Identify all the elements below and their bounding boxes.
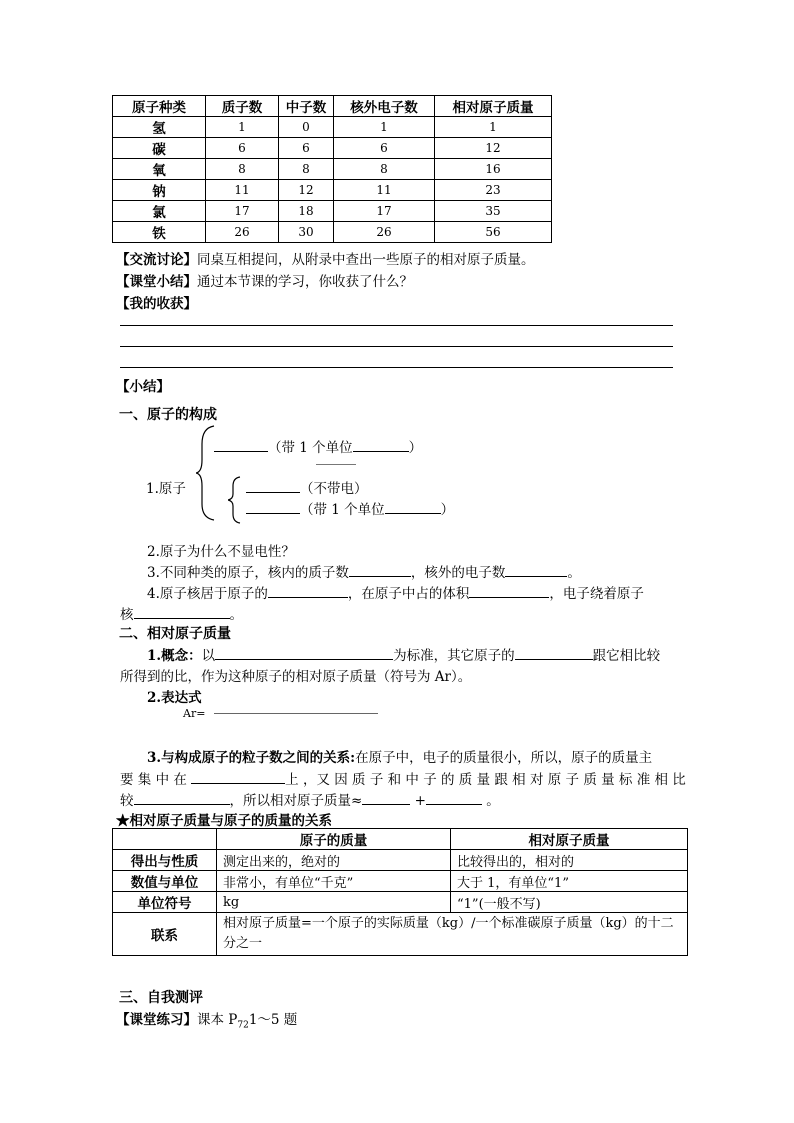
top-branch-text: （带 1 个单位 xyxy=(268,440,353,456)
table-cell: 8 xyxy=(334,159,435,180)
practice-subscript: 72 xyxy=(237,1020,249,1031)
table-cell: 氯 xyxy=(113,201,206,222)
blank-field[interactable] xyxy=(505,562,567,577)
question-4 xyxy=(147,582,644,602)
answer-line xyxy=(120,367,673,368)
q4-text: 。 xyxy=(229,607,243,623)
question-3 xyxy=(147,561,581,581)
relation-text: + xyxy=(414,793,426,809)
relation-line-3 xyxy=(120,789,500,809)
header-cell: 相对原子质量 xyxy=(435,96,552,117)
ar-label: Ar= xyxy=(183,707,206,720)
table-cell: 6 xyxy=(279,138,334,159)
top-branch-close: ） xyxy=(408,440,423,456)
table-cell: 1 xyxy=(334,117,435,138)
relation-text: ，所以相对原子质量≈ xyxy=(229,793,363,809)
question-4-cont xyxy=(120,603,243,623)
blank-field[interactable] xyxy=(515,645,593,660)
table-cell: 数值与单位 xyxy=(113,871,217,892)
header-cell: 中子数 xyxy=(279,96,334,117)
table-cell: “1”(一般不写) xyxy=(451,892,688,913)
table-cell: 26 xyxy=(334,222,435,243)
q3-text: ，核外的电子数 xyxy=(410,565,506,581)
header-cell: 相对原子质量 xyxy=(451,829,688,850)
third-branch-close: ） xyxy=(440,502,455,518)
table-row xyxy=(113,222,552,243)
table-cell: 钠 xyxy=(113,180,206,201)
table-cell: 30 xyxy=(279,222,334,243)
blank-field[interactable] xyxy=(469,583,549,598)
table-cell: 大于 1，有单位“1” xyxy=(451,871,688,892)
table-cell: 35 xyxy=(435,201,552,222)
table-cell: 相对原子质量=一个原子的实际质量（kg）/一个标准碳原子质量（kg）的十二分之一 xyxy=(217,913,688,956)
concept-text: 以 xyxy=(201,648,216,664)
q4-text: 4.原子核居于原子的 xyxy=(147,586,268,602)
discussion-tag: 【交流讨论】 xyxy=(116,252,197,268)
table-cell: 11 xyxy=(206,180,279,201)
blank-field[interactable] xyxy=(191,769,285,784)
header-cell: 原子的质量 xyxy=(217,829,451,850)
table-cell: 6 xyxy=(334,138,435,159)
relation-text: 。 xyxy=(486,793,500,809)
table-row xyxy=(113,138,552,159)
table-cell: 联系 xyxy=(113,913,217,956)
table-cell: 18 xyxy=(279,201,334,222)
table-cell: 单位符号 xyxy=(113,892,217,913)
blank-field[interactable] xyxy=(268,583,348,598)
table-cell: 铁 xyxy=(113,222,206,243)
atom-label: 1.原子 xyxy=(146,481,186,497)
q4-text: ，电子绕着原子 xyxy=(549,586,644,602)
discussion-text: 同桌互相提问，从附录中查出一些原子的相对原子质量。 xyxy=(197,252,535,268)
relation-text: 要 集 中 在 xyxy=(120,772,187,788)
practice-tag: 【课堂练习】 xyxy=(116,1012,197,1028)
header-cell: 核外电子数 xyxy=(334,96,435,117)
third-branch-line xyxy=(246,498,454,518)
q3-text: 3.不同种类的原子，核内的质子数 xyxy=(147,565,349,581)
table-cell: 12 xyxy=(435,138,552,159)
table-cell: 非常小，有单位“千克” xyxy=(217,871,451,892)
blank-field[interactable] xyxy=(246,499,300,514)
concept-line-2: 所得到的比，作为这种原子的相对原子质量（符号为 Ar）。 xyxy=(120,669,472,685)
table-cell: 11 xyxy=(334,180,435,201)
blank-field[interactable] xyxy=(426,790,482,805)
class-summary-tag: 【课堂小结】 xyxy=(116,274,197,290)
harvest-tag: 【我的收获】 xyxy=(116,296,197,312)
table-cell: kg xyxy=(217,892,451,913)
table-cell: 氢 xyxy=(113,117,206,138)
inner-brace-icon xyxy=(228,476,242,524)
blank-field[interactable] xyxy=(246,478,300,493)
section3-title: 三、自我测评 xyxy=(119,990,203,1006)
concept-text: 为标准，其它原子的 xyxy=(393,648,515,664)
class-summary-line xyxy=(116,270,413,290)
class-summary-text: 通过本节课的学习，你收获了什么？ xyxy=(197,274,413,290)
table-row xyxy=(113,201,552,222)
table-cell: 8 xyxy=(206,159,279,180)
blank-field[interactable] xyxy=(214,437,268,452)
relation-text: 在原子中，电子的质量很小，所以，原子的质量主 xyxy=(355,750,653,766)
neutral-text: （不带电） xyxy=(300,481,368,497)
table-cell: 1 xyxy=(206,117,279,138)
table-cell: 氧 xyxy=(113,159,206,180)
header-cell: 原子种类 xyxy=(113,96,206,117)
table-cell: 17 xyxy=(206,201,279,222)
table-cell: 17 xyxy=(334,201,435,222)
table-cell: 56 xyxy=(435,222,552,243)
table-cell: 碳 xyxy=(113,138,206,159)
table-cell: 12 xyxy=(279,180,334,201)
expression-tag: 2.表达式 xyxy=(147,690,202,706)
table-cell: 1 xyxy=(435,117,552,138)
section1-title: 一、原子的构成 xyxy=(119,407,217,423)
table-row xyxy=(113,117,552,138)
table-row xyxy=(113,913,688,956)
table-row xyxy=(113,871,688,892)
table-cell: 比较得出的，相对的 xyxy=(451,850,688,871)
table-cell: 8 xyxy=(279,159,334,180)
left-brace-icon xyxy=(196,424,216,522)
table-cell: 6 xyxy=(206,138,279,159)
blank-field[interactable] xyxy=(349,562,411,577)
blank-field[interactable] xyxy=(215,645,393,660)
blank-field[interactable] xyxy=(134,604,230,619)
blank-field[interactable] xyxy=(134,790,230,805)
q4-text: ，在原子中占的体积 xyxy=(347,586,470,602)
neutral-branch-line xyxy=(246,477,368,497)
practice-text: 课本 P xyxy=(197,1012,238,1028)
table-row xyxy=(113,180,552,201)
header-cell: 质子数 xyxy=(206,96,279,117)
blank-field[interactable] xyxy=(385,499,441,514)
table-cell: 23 xyxy=(435,180,552,201)
concept-text: 跟它相比较 xyxy=(592,648,661,664)
relation-text: 上 ，又 因 质 子 和 中 子 的 质 量 跟 相 对 原 子 质 量 标 准 相 比 xyxy=(285,772,686,788)
q4-text: 核 xyxy=(120,607,134,623)
third-branch-text: （带 1 个单位 xyxy=(300,502,385,518)
fraction-line xyxy=(214,713,378,714)
practice-line xyxy=(116,1008,297,1031)
table-cell: 26 xyxy=(206,222,279,243)
concept-line xyxy=(147,644,660,664)
summary-tag: 【小结】 xyxy=(116,379,170,395)
blank-field[interactable] xyxy=(362,790,410,805)
table-header-row xyxy=(113,96,552,117)
practice-text: 1～5 题 xyxy=(248,1012,298,1028)
top-branch-line xyxy=(214,436,422,456)
relation-line xyxy=(147,746,652,766)
q3-text: 。 xyxy=(567,565,581,581)
blank-field[interactable] xyxy=(353,437,409,452)
table-cell: 得出与性质 xyxy=(113,850,217,871)
section2-title: 二、相对原子质量 xyxy=(119,626,231,642)
header-cell xyxy=(113,829,217,850)
atom-data-table xyxy=(112,95,552,243)
table-cell: 0 xyxy=(279,117,334,138)
table-row xyxy=(113,892,688,913)
star-title: ★相对原子质量与原子的质量的关系 xyxy=(116,813,332,829)
relation-text: 较 xyxy=(120,793,134,809)
table-row xyxy=(113,850,688,871)
table-header-row xyxy=(113,829,688,850)
question-2: 2.原子为什么不显电性？ xyxy=(147,544,295,560)
relation-line-2 xyxy=(120,768,686,788)
divider xyxy=(316,464,356,465)
concept-tag: 1.概念： xyxy=(147,648,202,664)
discussion-line xyxy=(116,248,535,268)
answer-line xyxy=(120,325,673,326)
answer-line xyxy=(120,346,673,347)
table-row xyxy=(113,159,552,180)
table-cell: 测定出来的，绝对的 xyxy=(217,850,451,871)
table-cell: 16 xyxy=(435,159,552,180)
mass-comparison-table xyxy=(112,828,688,956)
relation-tag: 3.与构成原子的粒子数之间的关系: xyxy=(147,750,356,766)
